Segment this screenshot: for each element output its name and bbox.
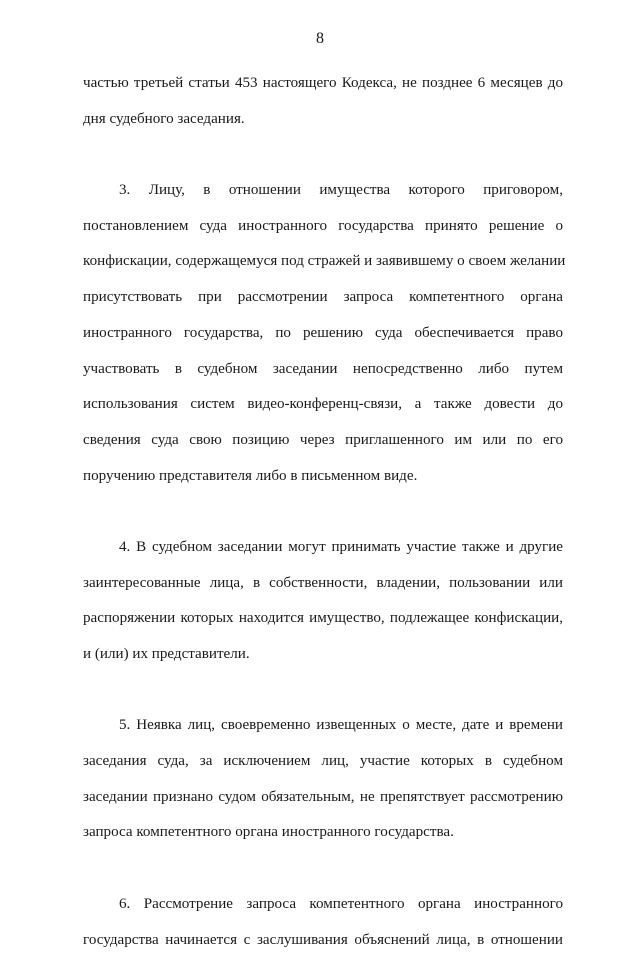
text-line: 6. Рассмотрение запроса компетентного органа иностранного xyxy=(83,887,563,923)
text-line: использования систем видео-конференц-связи, а также довести до xyxy=(83,387,563,423)
text-line: постановлением суда иностранного государства принято решение о xyxy=(83,209,563,245)
text-line: заседания суда, за исключением лиц, участие которых в судебном xyxy=(83,744,563,780)
text-line: 5. Неявка лиц, своевременно извещенных о месте, дате и времени xyxy=(83,708,563,744)
text-line: и (или) их представители. xyxy=(83,637,563,673)
blank-line xyxy=(83,851,563,887)
text-line: поручению представителя либо в письменном виде. xyxy=(83,459,563,495)
text-line: 3. Лицу, в отношении имущества которого приговором, xyxy=(83,173,563,209)
text-line: 4. В судебном заседании могут принимать участие также и другие xyxy=(83,530,563,566)
text-line: участвовать в судебном заседании непосредственно либо путем xyxy=(83,352,563,388)
text-line: дня судебного заседания. xyxy=(83,102,563,138)
text-line: распоряжении которых находится имущество, подлежащее конфискации, xyxy=(83,601,563,637)
paragraph-3 xyxy=(83,173,563,494)
text-line: государства начинается с заслушивания объяснений лица, в отношении xyxy=(83,923,563,958)
blank-line xyxy=(83,137,563,173)
blank-line xyxy=(83,673,563,709)
text-line: частью третьей статьи 453 настоящего Кодекса, не позднее 6 месяцев до xyxy=(83,66,563,102)
page-number: 8 xyxy=(0,29,640,49)
text-line: заседании признано судом обязательным, не препятствует рассмотрению xyxy=(83,780,563,816)
text-line: конфискации, содержащемуся под стражей и заявившему о своем желании xyxy=(83,244,563,280)
text-line: заинтересованные лица, в собственности, владении, пользовании или xyxy=(83,566,563,602)
text-line: сведения суда свою позицию через приглашенного им или по его xyxy=(83,423,563,459)
paragraph-continuation xyxy=(83,66,563,137)
paragraph-6 xyxy=(83,887,563,958)
blank-line xyxy=(83,494,563,530)
paragraph-5 xyxy=(83,708,563,851)
text-line: запроса компетентного органа иностранного государства. xyxy=(83,815,563,851)
text-line: иностранного государства, по решению суда обеспечивается право xyxy=(83,316,563,352)
paragraph-4 xyxy=(83,530,563,673)
text-line: присутствовать при рассмотрении запроса компетентного органа xyxy=(83,280,563,316)
document-body xyxy=(83,66,563,958)
